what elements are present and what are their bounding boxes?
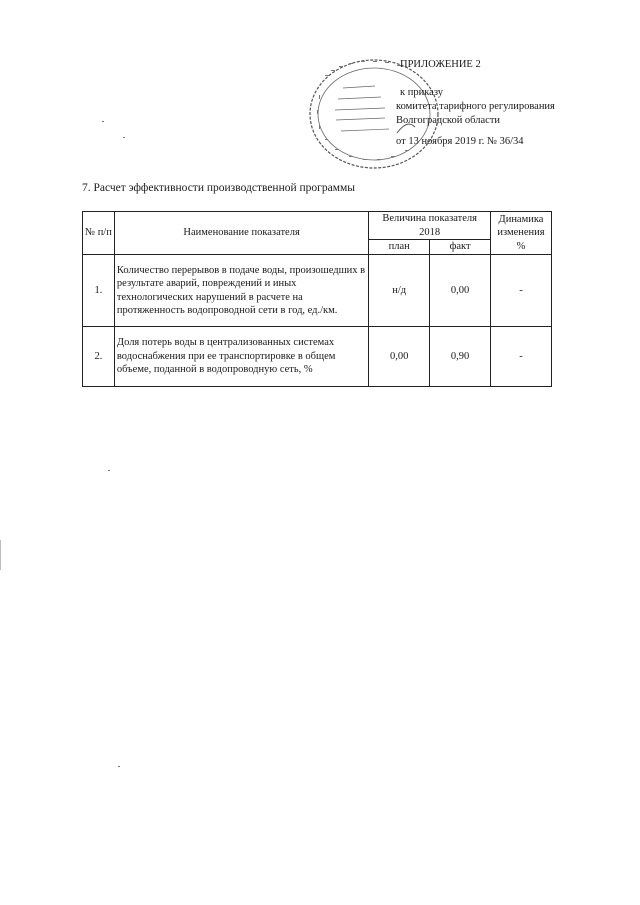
row-fact: 0,90 xyxy=(430,327,491,387)
row-fact: 0,00 xyxy=(430,255,491,327)
row-plan: 0,00 xyxy=(369,327,430,387)
header-value-group: Величина показателя 2018 xyxy=(369,212,491,240)
row-name: Количество перерывов в подаче воды, произошедших в результате аварий, повреждений и иных технологических нарушений в расчете на протяженность водопроводной сети в год, ед./км. xyxy=(114,255,368,327)
header-name: Наименование показателя xyxy=(114,212,368,255)
annex-region: Волгоградской области xyxy=(396,115,501,126)
header-num: № п/п xyxy=(83,212,115,255)
header-plan: план xyxy=(369,240,430,255)
row-plan: н/д xyxy=(369,255,430,327)
annex-date: от 13 ноября 2019 г. № 36/34 xyxy=(396,136,524,147)
row-name: Доля потерь воды в централизованных системах водоснабжения при ее транспортировке в общем объеме, поданной в водопроводную сеть, % xyxy=(114,327,368,387)
scan-speck xyxy=(118,766,120,767)
row-num: 1. xyxy=(83,255,115,327)
annex-committee: комитета тарифного регулирования xyxy=(396,101,555,112)
section-title: 7. Расчет эффективности производственной программы xyxy=(82,182,356,194)
scan-speck xyxy=(108,470,110,471)
table-row xyxy=(83,255,552,327)
header-fact: факт xyxy=(430,240,491,255)
annex-title: ПРИЛОЖЕНИЕ 2 xyxy=(400,59,481,70)
row-num: 2. xyxy=(83,327,115,387)
scan-edge-mark xyxy=(0,540,1,570)
annex-order-ref: к приказу xyxy=(400,87,443,98)
annex-header xyxy=(396,58,555,149)
row-dynamics: - xyxy=(491,255,552,327)
row-dynamics: - xyxy=(491,327,552,387)
scan-speck xyxy=(102,121,104,122)
efficiency-table xyxy=(82,211,552,387)
header-dynamics: Динамика изменения % xyxy=(491,212,552,255)
table-row xyxy=(83,327,552,387)
scan-speck xyxy=(123,137,125,138)
